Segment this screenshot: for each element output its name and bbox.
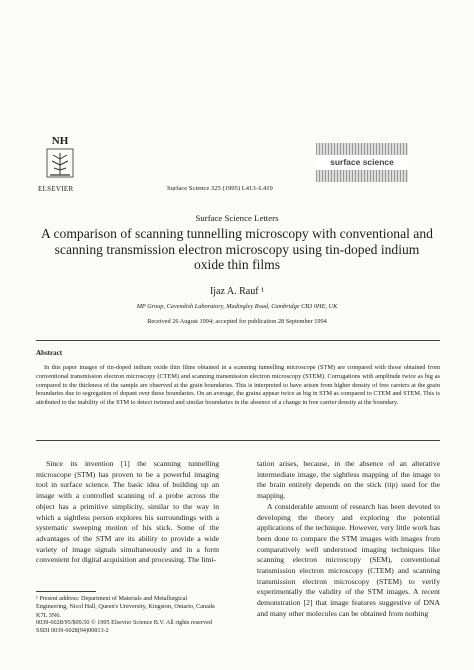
body-paragraph: Since its invention [1] the scanning tunnelling microscope (STM) has proven to be a powerful imaging tool in surface science. The basic idea of building up an image with a controlled scanning of a probe across the object has a primitive simplicity, similar to the way in which a sightless person explores his surroundings with a systematic sweeping motion of his stick. Some of the advantages of the STM are its ability to provide a wide variety of image signals simultaneously and in a form convenient for digital acquisition and processing. The limi- — [36, 459, 219, 565]
publisher-logo-text: NH — [51, 135, 69, 147]
publisher-name: ELSEVIER — [38, 185, 74, 193]
body-paragraph: A considerable amount of research has been devoted to developing the theory and exploring the potential applications of the technique. However, very little work has been done to compare the STM images with images from comparatively well understood imaging techniques like scanning electron microscopy (SEM), conventional transmission electron microscopy (CTEM) and scanning transmission electron microscopy (STEM) to verify experimentally the validity of the STM images. A recent demonstration [2] that image features suggestive of DNA and many other molecules can be obtained from nothing — [257, 501, 440, 618]
received-dates: Received 26 August 1994; accepted for publication 28 September 1994 — [147, 318, 327, 325]
footnote: ¹ Present address: Department of Materials and Metallurgical Engineering, Nicol Hall, Queen's University, Kingston, Ontario, Canada K7L 3N6. — [36, 595, 215, 619]
section-label: Surface Science Letters — [195, 213, 279, 223]
body-paragraph: tation arises, because, in the absence of an alterative intermediate image, the sightless mapping of the image to the brain entirely depends on the stick (tip) used for the mapping. — [257, 459, 440, 501]
body-column-left — [36, 459, 219, 566]
ssdi-line: SSDI 0039-6028(94)00813-2 — [36, 627, 109, 635]
affiliation: MP Group, Cavendish Laboratory, Madingley Road, Cambridge CB3 0HE, UK — [136, 303, 338, 310]
divider — [36, 340, 440, 341]
citation: Surface Science 325 (1995) L413–L419 — [167, 185, 273, 192]
body-column-right — [257, 459, 440, 620]
paper-title: A comparison of scanning tunnelling microscopy with conventional and scanning transmission electron microscopy using tin-doped indium oxide thin films — [41, 226, 433, 272]
journal-logo — [316, 141, 408, 185]
journal-logo-text: surface science — [316, 156, 408, 169]
publisher-logo — [42, 136, 78, 182]
elsevier-tree-icon — [45, 147, 75, 179]
journal-logo-pattern — [316, 143, 408, 155]
author: Ijaz A. Rauf ¹ — [209, 286, 265, 297]
abstract-heading: Abstract — [36, 349, 63, 357]
divider — [36, 440, 440, 441]
footnote-divider — [36, 591, 96, 592]
issn-line: 0039-6028/95/$09.50 © 1995 Elsevier Science B.V. All rights reserved — [36, 619, 212, 626]
issn-block — [36, 619, 212, 636]
abstract-text: In this paper images of tin-doped indium oxide thin films obtained in a scanning tunnelling microscope (STM) are compared with those obtained from conventional transmission electron microscopy (CTEM) and scanning transmission electron microscopy (STEM). Corrugations with amplitude twice as big as compared to the thickness of the sample are observed at the grain boundaries. This is interpreted to have arisen from higher density of free carriers at the grain boundaries due to segregation of dopant over these boundaries. On an average, the grains appear twice as big in STM as compared to CTEM and STEM. This is attributed to the inability of the STM to detect twinned and similar boundaries in the absence of a change in free carrier density at the boundary. — [36, 364, 440, 407]
journal-logo-pattern — [316, 170, 408, 182]
